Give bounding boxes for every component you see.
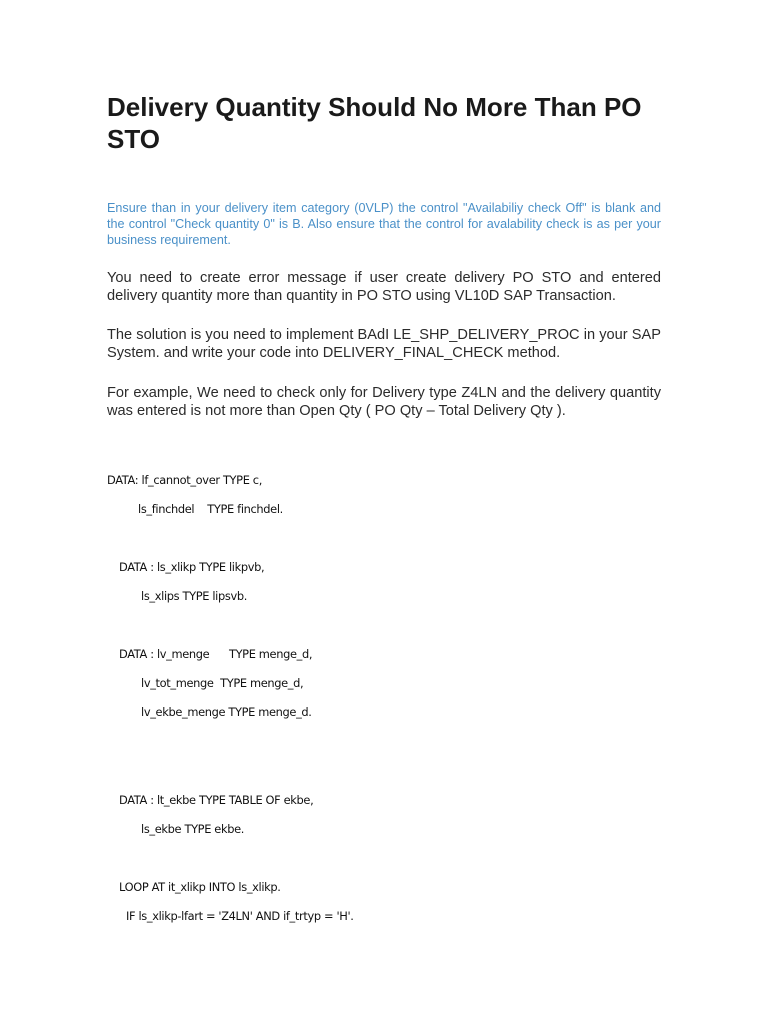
code-line: ls_ekbe TYPE ekbe.	[141, 822, 245, 836]
code-line: IF ls_xlikp-lfart = 'Z4LN' AND if_trtyp = 'H'.	[126, 909, 354, 923]
code-line: ls_finchdel TYPE finchdel.	[138, 502, 283, 516]
code-line: DATA : lt_ekbe TYPE TABLE OF ekbe,	[119, 793, 314, 807]
code-line: ls_xlips TYPE lipsvb.	[141, 589, 247, 603]
code-line: DATA : lv_menge TYPE menge_d,	[119, 647, 313, 661]
paragraph-solution: The solution is you need to implement BAdI LE_SHP_DELIVERY_PROC in your SAP System. and write your code into DELIVERY_FINAL_CHECK method.	[107, 327, 661, 361]
code-line: DATA : ls_xlikp TYPE likpvb,	[119, 560, 265, 574]
intro-note: Ensure than in your delivery item category (0VLP) the control "Availabiliy check Off" is blank and the control "Check quantity 0" is B. Also ensure that the control for avalability check is as per your business requirement.	[107, 201, 661, 247]
code-line: lv_ekbe_menge TYPE menge_d.	[141, 705, 312, 719]
code-line: lv_tot_menge TYPE menge_d,	[141, 676, 304, 690]
code-line: LOOP AT it_xlikp INTO ls_xlikp.	[119, 880, 281, 894]
paragraph-example: For example, We need to check only for Delivery type Z4LN and the delivery quantity was entered is not more than Open Qty ( PO Qty – Total Delivery Qty ).	[107, 385, 661, 419]
paragraph-error-message: You need to create error message if user create delivery PO STO and entered delivery quantity more than quantity in PO STO using VL10D SAP Transaction.	[107, 270, 661, 304]
page-title: Delivery Quantity Should No More Than PO STO	[107, 92, 642, 154]
code-line: DATA: lf_cannot_over TYPE c,	[107, 473, 262, 487]
